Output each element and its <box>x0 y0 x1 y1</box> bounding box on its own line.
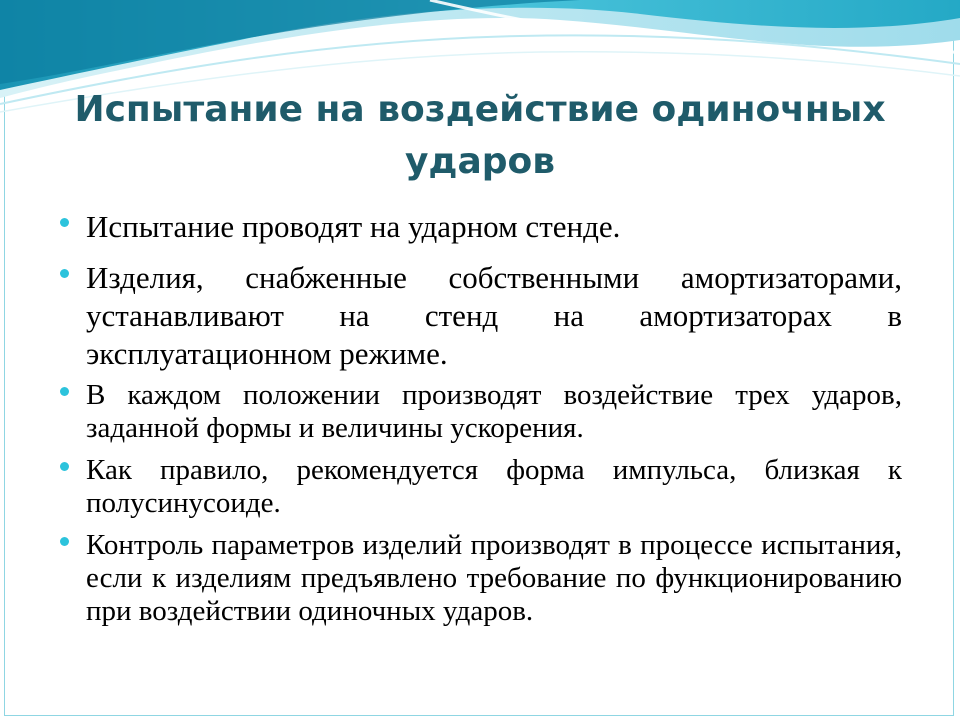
list-item <box>58 529 902 628</box>
list-item <box>58 454 902 520</box>
bullet-marker-icon <box>60 462 69 471</box>
bullet-marker-icon <box>60 387 69 396</box>
bullet-text: Испытание проводят на ударном стенде. <box>86 209 621 244</box>
list-item <box>58 208 902 246</box>
bullet-text: Контроль параметров изделий производят в процессе испытания, если к изделиям предъявлено требование по функционированию при воздействии одиночных ударов. <box>86 529 902 627</box>
bullet-marker-icon <box>60 218 69 227</box>
bullet-text: Изделия, снабженные собственными амортизаторами, устанавливают на стенд на амортизаторах в эксплуатационном режиме. <box>86 260 902 371</box>
bullet-marker-icon <box>60 537 69 546</box>
list-item <box>58 259 902 373</box>
slide-title: Испытание на воздействие одиночных ударов <box>74 89 886 182</box>
bullet-list <box>58 208 902 628</box>
bullet-text: Как правило, рекомендуется форма импульса, близкая к полусинусоиде. <box>86 454 902 519</box>
bullet-marker-icon <box>60 269 69 278</box>
bullet-text: В каждом положении производят воздействие трех ударов, заданной формы и величины ускорения. <box>86 379 902 444</box>
list-item <box>58 379 902 445</box>
